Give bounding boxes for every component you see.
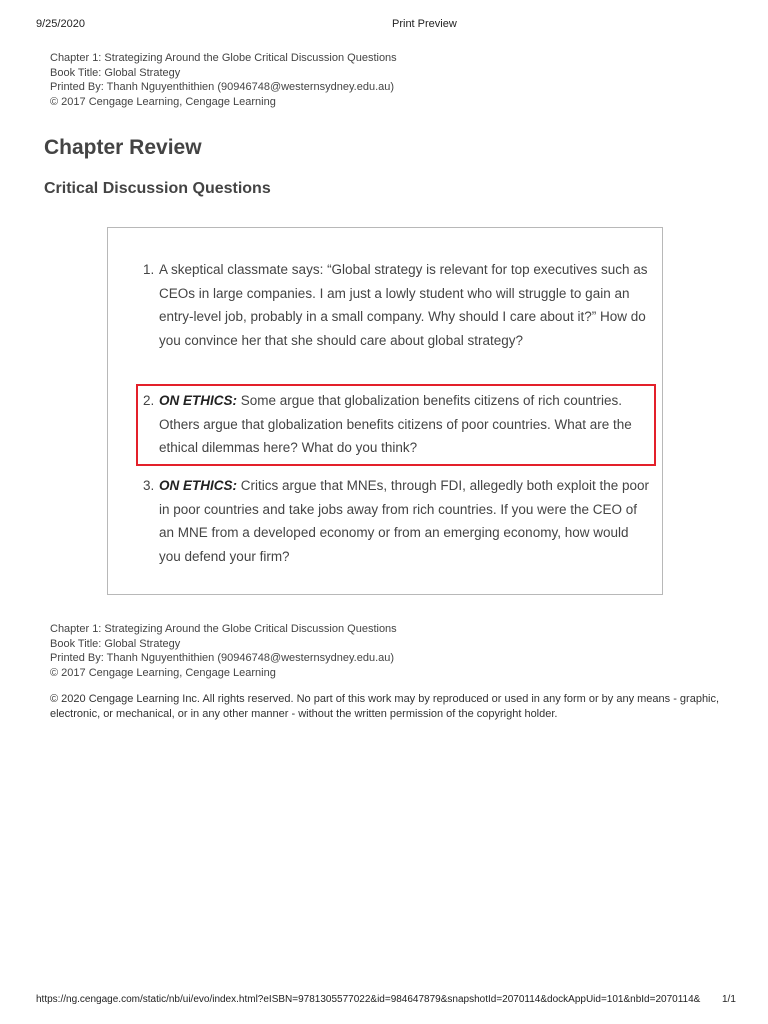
section-heading: Critical Discussion Questions [44, 180, 271, 197]
question-text: Critics argue that MNEs, through FDI, allegedly both exploit the poor in poor countries and take jobs away from rich countries. If you were the CEO of an MNE from a developed economy or from an emerging economy, how would you defend your firm? [159, 478, 649, 564]
question-text: A skeptical classmate says: “Global strategy is relevant for top executives such as CEOs in large companies. I am just a lowly student who will struggle to gain an entry-level job, probably in a small company. Why should I care about it?” How do you convince her that she should care about global strategy? [159, 262, 648, 348]
highlight-box [136, 384, 656, 466]
printed-by: Printed By: Thanh Nguyenthithien (90946748@westernsydney.edu.au) [50, 652, 395, 664]
question-number: 1. [143, 262, 155, 277]
copyright-line: © 2017 Cengage Learning, Cengage Learning [50, 666, 276, 679]
copyright-line: © 2017 Cengage Learning, Cengage Learning [50, 95, 276, 108]
chapter-title: Chapter 1: Strategizing Around the Globe Critical Discussion Questions [50, 52, 397, 64]
book-title: Book Title: Global Strategy [50, 637, 181, 650]
question-number: 2. [143, 393, 155, 408]
question-number: 3. [143, 478, 155, 493]
footer-url: https://ng.cengage.com/static/nb/ui/evo/index.html?eISBN=9781305577022&id=984647879&snapshotId=2070114&dockAppUid=101&nbId=2070114& [36, 994, 701, 1005]
question-label: ON ETHICS: [159, 393, 238, 408]
question-item [143, 474, 653, 568]
rights-notice: © 2020 Cengage Learning Inc. All rights reserved. No part of this work may by reproduced or used in any form or by any means - graphic, electronic, or mechanical, or in any other manner - without the written permission of the copyright holder. [50, 693, 720, 720]
print-preview-title: Print Preview [392, 18, 457, 30]
page-number: 1/1 [722, 994, 736, 1005]
question-item [143, 258, 653, 352]
question-body [143, 474, 653, 568]
printed-by: Printed By: Thanh Nguyenthithien (90946748@westernsydney.edu.au) [50, 81, 395, 93]
document-meta-bottom [50, 622, 397, 680]
print-date: 9/25/2020 [36, 18, 85, 30]
document-meta-top [50, 51, 397, 109]
question-text: Some argue that globalization benefits citizens of rich countries. Others argue that globalization benefits citizens of poor countries. What are the ethical dilemmas here? What do you think? [159, 393, 632, 455]
question-body [143, 258, 653, 352]
book-title: Book Title: Global Strategy [50, 66, 181, 79]
chapter-review-heading: Chapter Review [44, 136, 202, 159]
chapter-title: Chapter 1: Strategizing Around the Globe Critical Discussion Questions [50, 623, 397, 635]
question-label: ON ETHICS: [159, 478, 238, 493]
